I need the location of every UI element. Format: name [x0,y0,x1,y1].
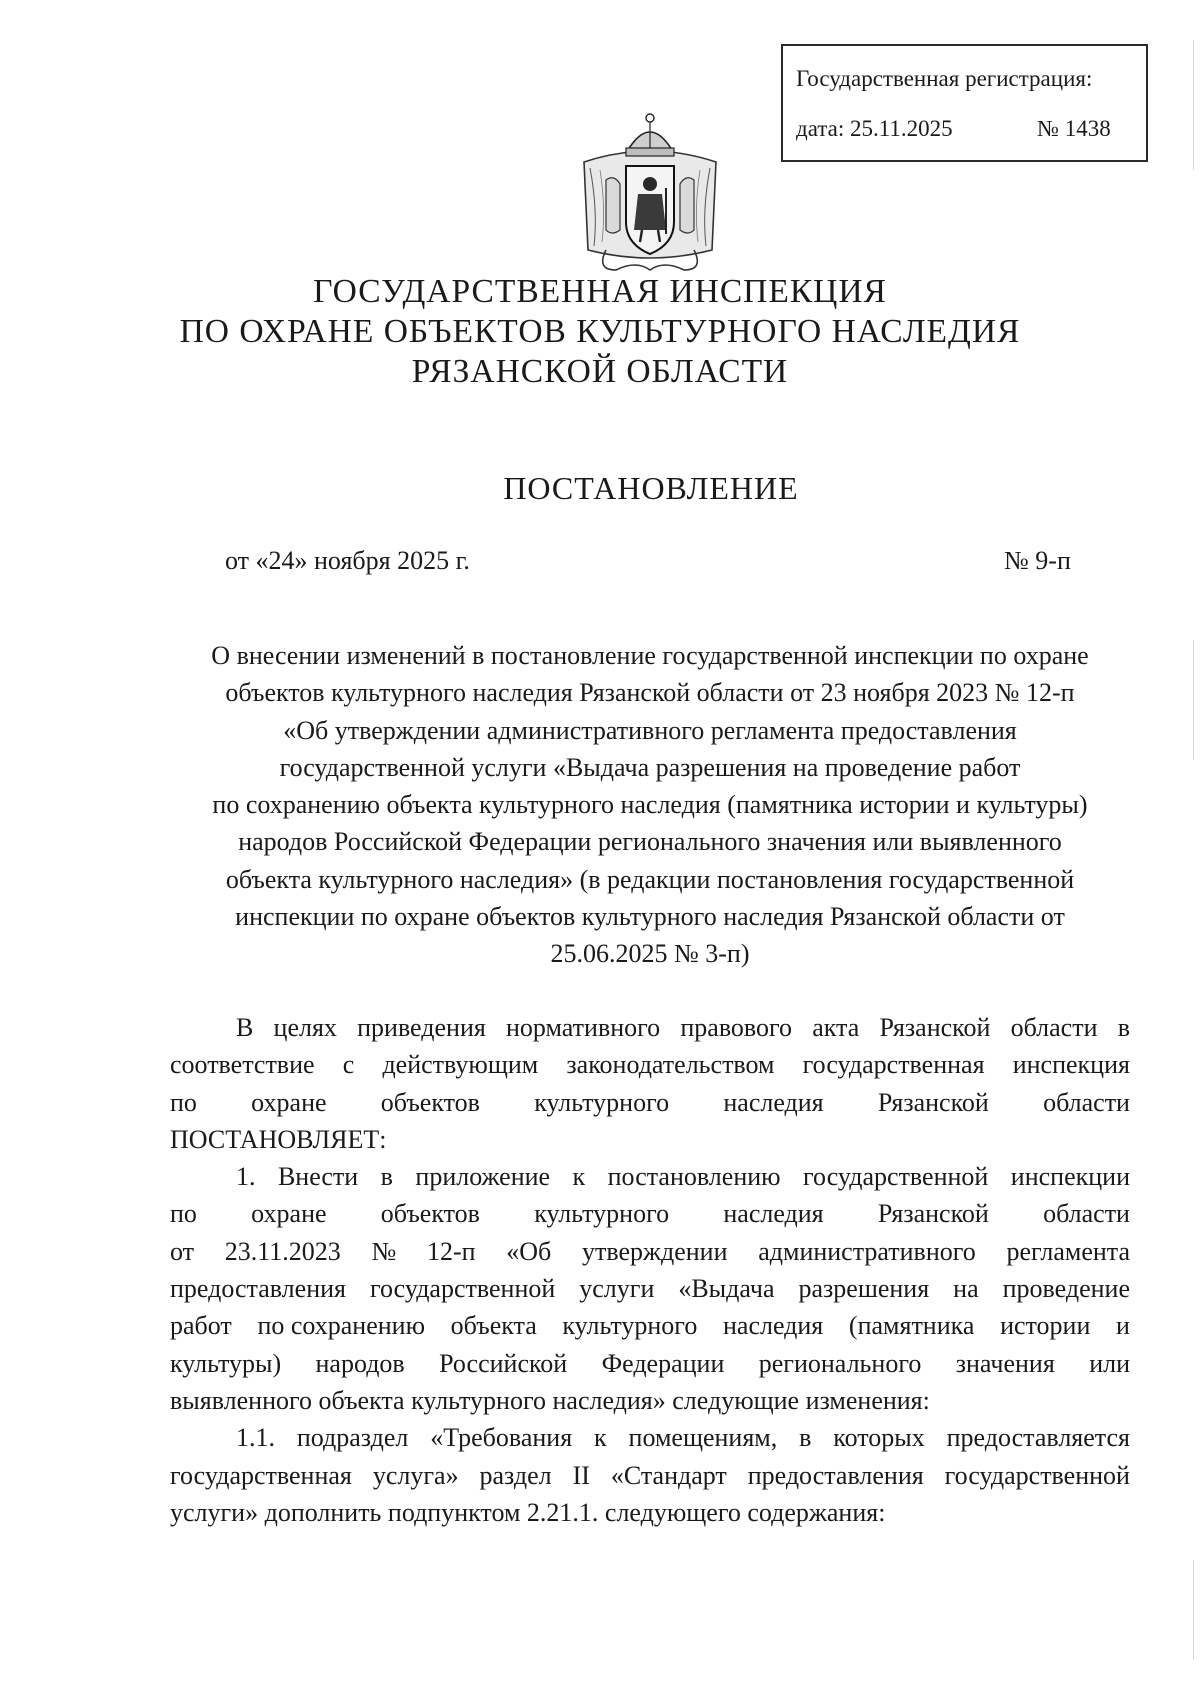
body-word: правового [680,1013,793,1042]
body-word: культурного [562,1311,698,1341]
body-word: которых [833,1423,925,1453]
body-word: административного [758,1236,976,1266]
body-line [170,1046,1130,1083]
body-word: услуга» [372,1460,459,1490]
body-word: государственная [170,1460,352,1490]
body-word: к [572,1162,586,1192]
body-word: области [1010,1013,1098,1042]
body-line [170,1307,1130,1344]
body-word: услуги [579,1274,655,1304]
title-line: инспекции по охране объектов культурного наследия Рязанской области от [235,902,1065,932]
body-word: В [236,1013,254,1042]
body-word: приведения [357,1013,486,1042]
body-word: соответствие [170,1050,315,1080]
body-line [170,1457,1130,1494]
body-word: объектов [380,1199,480,1229]
body-word: Федерации [601,1348,725,1378]
body-word: Рязанской [879,1013,991,1042]
body-line [170,1419,1130,1456]
body-word: наследия [723,1087,824,1117]
body-word: № [371,1236,397,1266]
body-word: области [1043,1199,1130,1229]
title-line: народов Российской Федерации регионального значения или выявленного [238,827,1062,857]
body-word: культурного [534,1087,670,1117]
body-word: предоставления [747,1460,924,1490]
registration-stamp [781,44,1148,162]
body-word: объекта [450,1311,537,1341]
body-word: государственной [944,1460,1130,1490]
body-word: наследия [723,1199,824,1229]
body-word: инспекции [1010,1162,1130,1192]
body-word: области [1043,1087,1130,1117]
body-word: целях [273,1013,337,1042]
body-word: регионального [758,1348,922,1378]
body-word: истории [1000,1311,1091,1341]
document-date: от «24» ноября 2025 г. [225,546,470,575]
body-word: государственная [802,1050,985,1080]
organization-line: ГОСУДАРСТВЕННАЯ ИНСПЕКЦИЯ [313,273,887,310]
body-word: объектов [380,1087,480,1117]
body-word: инспекция [1012,1050,1130,1080]
registration-number: № 1438 [1037,116,1111,141]
body-line [170,1009,1130,1046]
body-word: разрешения [798,1274,930,1304]
scan-margin-mark [1193,1560,1194,1660]
body-word: народов [315,1348,405,1378]
body-word: «Выдача [678,1274,775,1304]
body-word: государственной [369,1274,556,1304]
body-word: (памятника [848,1311,975,1341]
body-word: утверждении [582,1236,728,1266]
body-word: Внести [277,1162,359,1192]
scan-margin-mark [1193,40,1194,170]
body-line [170,1345,1130,1382]
body-word: 23.11.2023 [224,1236,341,1266]
body-word: культурного [534,1199,670,1229]
body-line [170,1195,1130,1232]
body-word: раздел [479,1460,552,1490]
title-line: по сохранению объекта культурного наследия (памятника истории и культуры) [212,790,1088,820]
registration-title: Государственная регистрация: [796,66,1093,91]
body-word: 12-п [427,1236,476,1266]
body-word: по [170,1199,197,1229]
body-word: действующим [382,1050,539,1080]
body-word: Рязанской [877,1087,989,1117]
document-title [130,637,1170,973]
body-word: в [380,1162,393,1192]
body-line: услуги» дополнить подпунктом 2.21.1. следующего содержания: [170,1497,886,1527]
body-word: помещениям, [628,1423,778,1453]
body-word: II [572,1460,590,1490]
document-body [170,1009,1130,1531]
body-word: государственной [803,1162,989,1192]
body-word: 1. [236,1162,256,1192]
body-word: предоставления [170,1274,346,1304]
body-line [170,1084,1130,1121]
body-word: постановлению [607,1162,781,1192]
title-line: О внесении изменений в постановление государственной инспекции по охране [211,641,1089,670]
body-line: выявленного объекта культурного наследия» следующие изменения: [170,1385,930,1415]
body-word: по [170,1087,197,1117]
body-word: законодательством [566,1050,775,1080]
body-word: предоставляется [946,1423,1130,1453]
ryazan-coat-of-arms-icon [576,110,724,278]
body-word: Рязанской [877,1199,989,1229]
body-word: с [342,1050,355,1080]
body-word: нормативного [506,1013,661,1042]
document-type: ПОСТАНОВЛЕНИЕ [503,470,799,506]
body-word: подраздел [296,1423,409,1453]
scan-margin-mark [1193,640,1194,760]
body-line: ПОСТАНОВЛЯЕТ: [170,1124,387,1154]
body-word: по сохранению [257,1311,426,1341]
title-line: государственной услуги «Выдача разрешения на проведение работ [279,752,1021,782]
body-word: в [799,1423,812,1453]
organization-name [0,272,1200,392]
body-word: от [170,1236,195,1266]
body-line [170,1270,1130,1307]
body-word: приложение [415,1162,551,1192]
body-line [170,1233,1130,1270]
body-line [170,1158,1130,1195]
title-line: объекта культурного наследия» (в редакции постановления государственной [225,864,1075,894]
body-word: Российской [439,1348,568,1378]
body-word: «Стандарт [610,1460,727,1490]
title-line: объектов культурного наследия Рязанской области от 23 ноября 2023 № 12-п [225,678,1075,708]
document-number: № 9-п [1004,546,1071,575]
title-line: «Об утверждении административного регламента предоставления [283,715,1017,745]
body-word: культуры) [170,1348,282,1378]
body-word: наследия [722,1311,824,1341]
body-word: охране [251,1199,327,1229]
organization-line: РЯЗАНСКОЙ ОБЛАСТИ [411,353,789,390]
body-word: и [1116,1311,1130,1341]
body-word: «Об [506,1236,552,1266]
body-word: проведение [1002,1274,1130,1304]
body-word: к [594,1423,607,1453]
title-line: 25.06.2025 № 3-п) [550,939,750,969]
body-word: значения [955,1348,1055,1378]
organization-line: ПО ОХРАНЕ ОБЪЕКТОВ КУЛЬТУРНОГО НАСЛЕДИЯ [179,313,1021,350]
body-word: работ [170,1311,232,1341]
body-word: регламента [1006,1236,1130,1266]
body-word: в [1117,1013,1130,1042]
body-word: 1.1. [236,1423,275,1453]
body-word: или [1089,1348,1130,1378]
body-word: акта [812,1013,860,1042]
body-word: охране [251,1087,327,1117]
registration-date: дата: 25.11.2025 [796,116,953,141]
body-word: на [953,1274,979,1304]
body-word: «Требования [430,1423,573,1453]
